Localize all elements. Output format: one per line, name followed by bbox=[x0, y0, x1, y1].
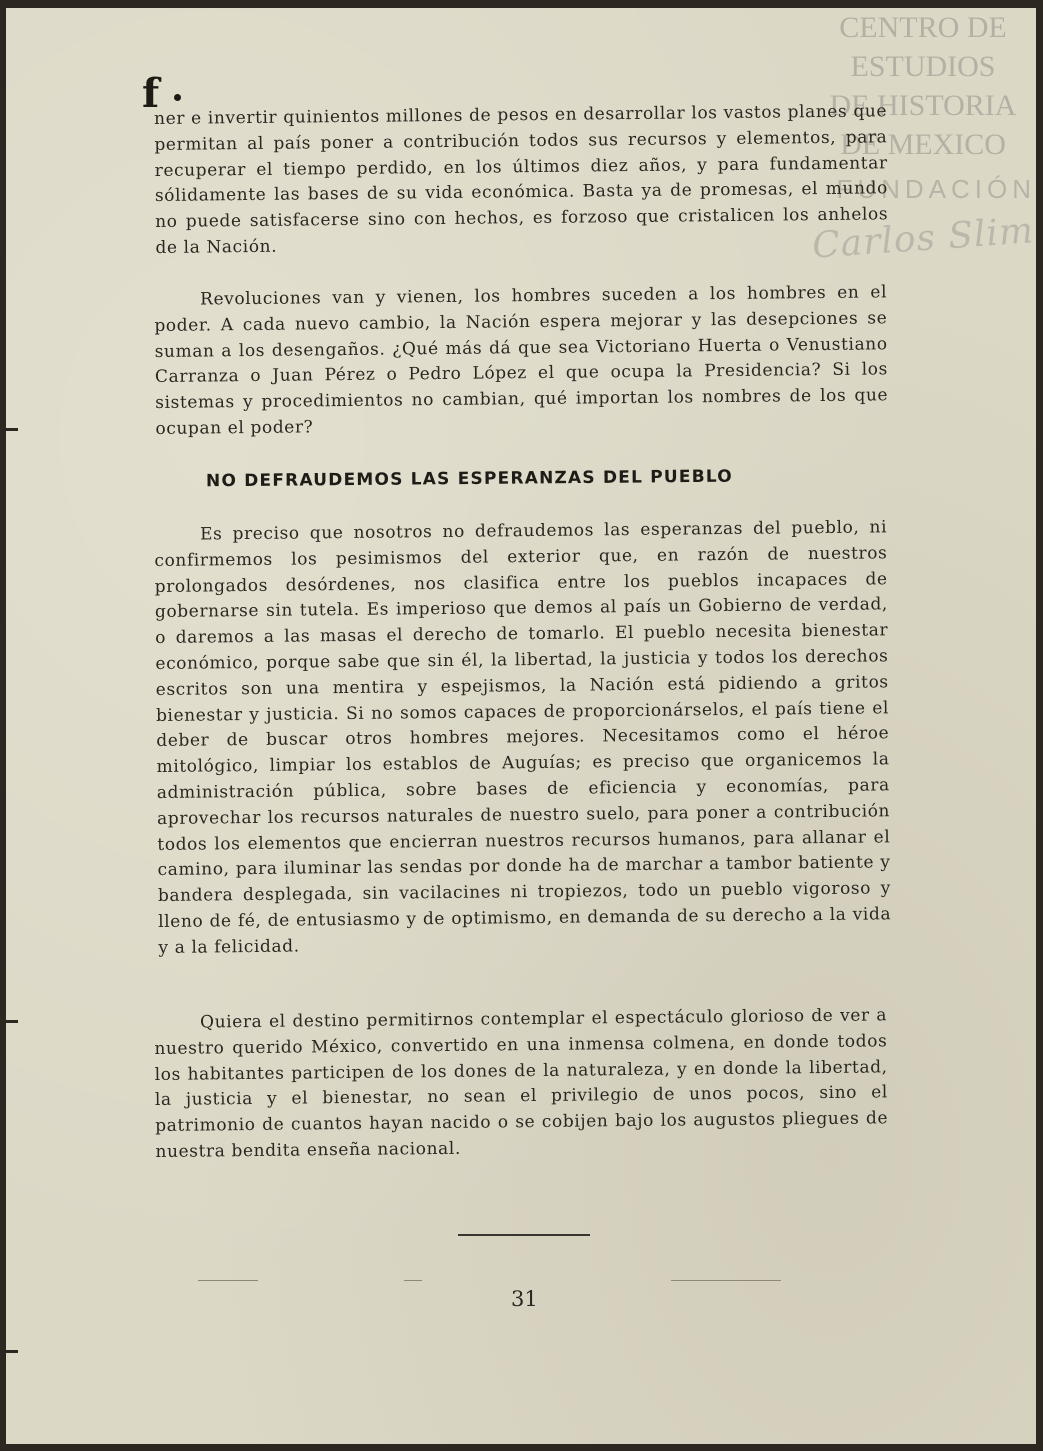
watermark-line: ESTUDIOS bbox=[850, 50, 996, 83]
watermark-line: DE MEXICO bbox=[840, 128, 1006, 161]
faint-dash bbox=[404, 1280, 422, 1281]
section-heading: NO DEFRAUDEMOS LAS ESPERANZAS DEL PUEBLO bbox=[205, 466, 733, 492]
page-number: 31 bbox=[511, 1287, 538, 1311]
edge-notch bbox=[6, 1020, 18, 1023]
watermark-line: CENTRO DE bbox=[839, 11, 1007, 44]
edge-notch bbox=[6, 428, 18, 431]
body-paragraph: Es preciso que nosotros no defraudemos las esperanzas del pueblo, ni confirmemos los pesimismos del exterior que, en razón de nuestros prolongados desórdenes, nos clasifica entre los pueblos incapaces de gobernarse sin tutela. Es imperioso que demos al país un Gobierno de verdad, o daremos a las masas el derecho de tomarlo. El pueblo necesita bienestar económico, porque sabe que sin él, la libertad, la justicia y todos los derechos escritos son una mentira y espejismos, la Nación está pidiendo a gritos bienestar y justicia. Si no somos capaces de proporcionárselos, el país tiene el deber de buscar otros hombres mejores. Necesitamos como el héroe mitológico, limpiar los establos de Auguías; es preciso que organicemos la administración pública, sobre bases de eficiencia y economías, para aprovechar los recursos naturales de nuestro suelo, para poner a contribución todos los elementos que encierran nuestros recursos humanos, para allanar el camino, para iluminar las sendas por donde ha de marchar a tambor batiente y bandera desplegada, sin vacilacines ni tropiezos, todo un pueblo vigoroso y lleno de fé, de entusiasmo y de optimismo, en demanda de su derecho a la vida y a la felicidad. bbox=[154, 517, 892, 958]
body-paragraph: Revoluciones van y vienen, los hombres suceden a los hombres en el poder. A cada nuevo cambio, la Nación espera mejorar y las desepciones se suman a los desengaños. ¿Qué más dá que sea Victoriano Huerta o Venustiano Carranza o Juan Pérez o Pedro López el que ocupa la Presidencia? Si los sistemas y procedimientos no cambian, qué importan los nombres de los que ocupan el poder? bbox=[154, 282, 889, 439]
body-paragraph: Quiera el destino permitirnos contemplar el espectáculo glorioso de ver a nuestro querido México, convertido en una inmensa colmena, en donde todos los habitantes participen de los dones de la naturaleza, y en donde la libertad, la justicia y el bienestar, no sean el privilegio de unos pocos, sino el patrimonio de cuantos hayan nacido o se cobijen bajo los augustos pliegues de nuestra bendita enseña nacional. bbox=[154, 1005, 889, 1162]
ink-dot bbox=[174, 94, 181, 101]
edge-notch bbox=[6, 1350, 18, 1353]
section-divider bbox=[458, 1234, 590, 1236]
handwritten-mark: f bbox=[142, 70, 160, 117]
body-paragraph: ner e invertir quinientos millones de pesos en desarrollar los vastos planes que permitan al país poner a contribución todos sus recursos y elementos, para recuperar el tiempo perdido, en los últimos diez años, y para fundamentar sólidamente las bases de su vida económica. Basta ya de promesas, el mundo no puede satisfacerse sino con hechos, es forzoso que cristalicen los anhelos de la Nación. bbox=[154, 101, 889, 258]
watermark-foundation: FUNDACIÓN bbox=[836, 174, 1036, 204]
watermark-signature: Carlos Slim bbox=[810, 210, 1036, 267]
watermark-line: DE HISTORIA bbox=[829, 89, 1017, 122]
document-page bbox=[6, 8, 1036, 1444]
faint-dash bbox=[671, 1280, 781, 1281]
faint-dash bbox=[198, 1280, 258, 1281]
